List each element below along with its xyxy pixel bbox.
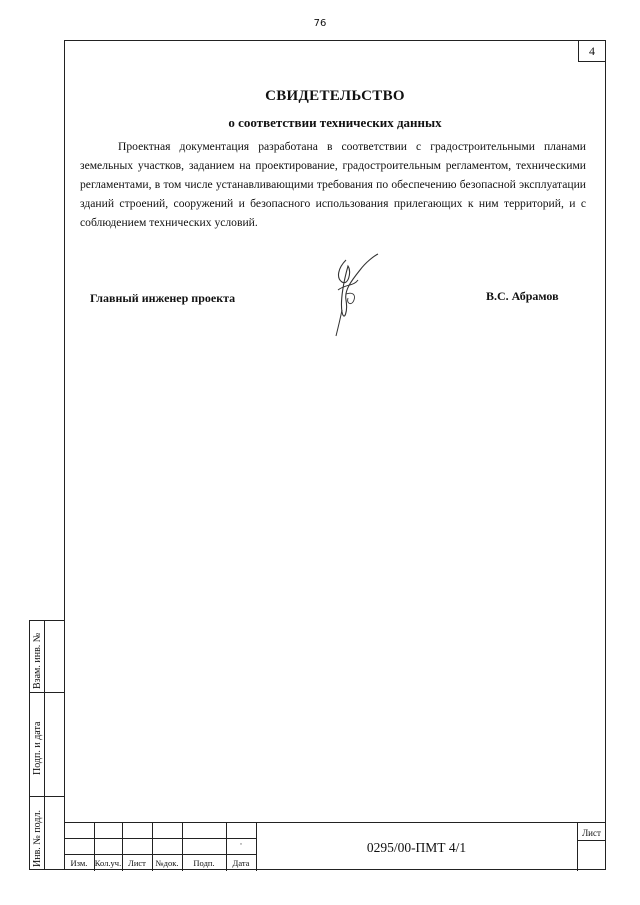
side-cell-replacement [29,620,65,693]
header-date: Дата [232,858,250,868]
header-count: Кол.уч. [94,858,122,868]
page-number-top: 76 [313,18,327,29]
document-code: 0295/00-ПМТ 4/1 [366,840,467,855]
sheet-label: Лист [582,828,601,838]
signatory-position: Главный инженер проекта [90,291,236,305]
header-sheet: Лист [128,858,146,868]
side-label-original-inventory: Инв. № подл. [32,810,43,867]
title-block [64,822,606,870]
signatory-name: В.С. Абрамов [486,289,559,303]
body-paragraph: Проектная документация разработана в соответствии с градостроительными планами земельных участков, заданием на проектирование, градостроительным регламентом, техническими регламентами, в том числе устанавливающими требования по обеспечению безопасной эксплуатации зданий строений, сооружений и безопасного использования прилегающих к ним территорий, и с соблюдением технических условий. [80,140,586,229]
handwritten-signature [318,250,388,340]
title-block-dot: · [239,839,243,849]
document-title: СВИДЕТЕЛЬСТВО [265,88,405,104]
side-cell-signature-date [29,692,65,797]
sheet-number-box: 4 [578,40,606,62]
document-subtitle: о соответствии технических данных [228,115,442,130]
side-label-replacement: Взам. инв. № [32,632,43,689]
header-signature: Подп. [193,858,215,868]
side-cell-original-inventory [29,796,65,870]
header-change: Изм. [70,858,88,868]
header-doc-number: №док. [155,858,179,868]
side-label-signature-date: Подп. и дата [32,721,43,775]
